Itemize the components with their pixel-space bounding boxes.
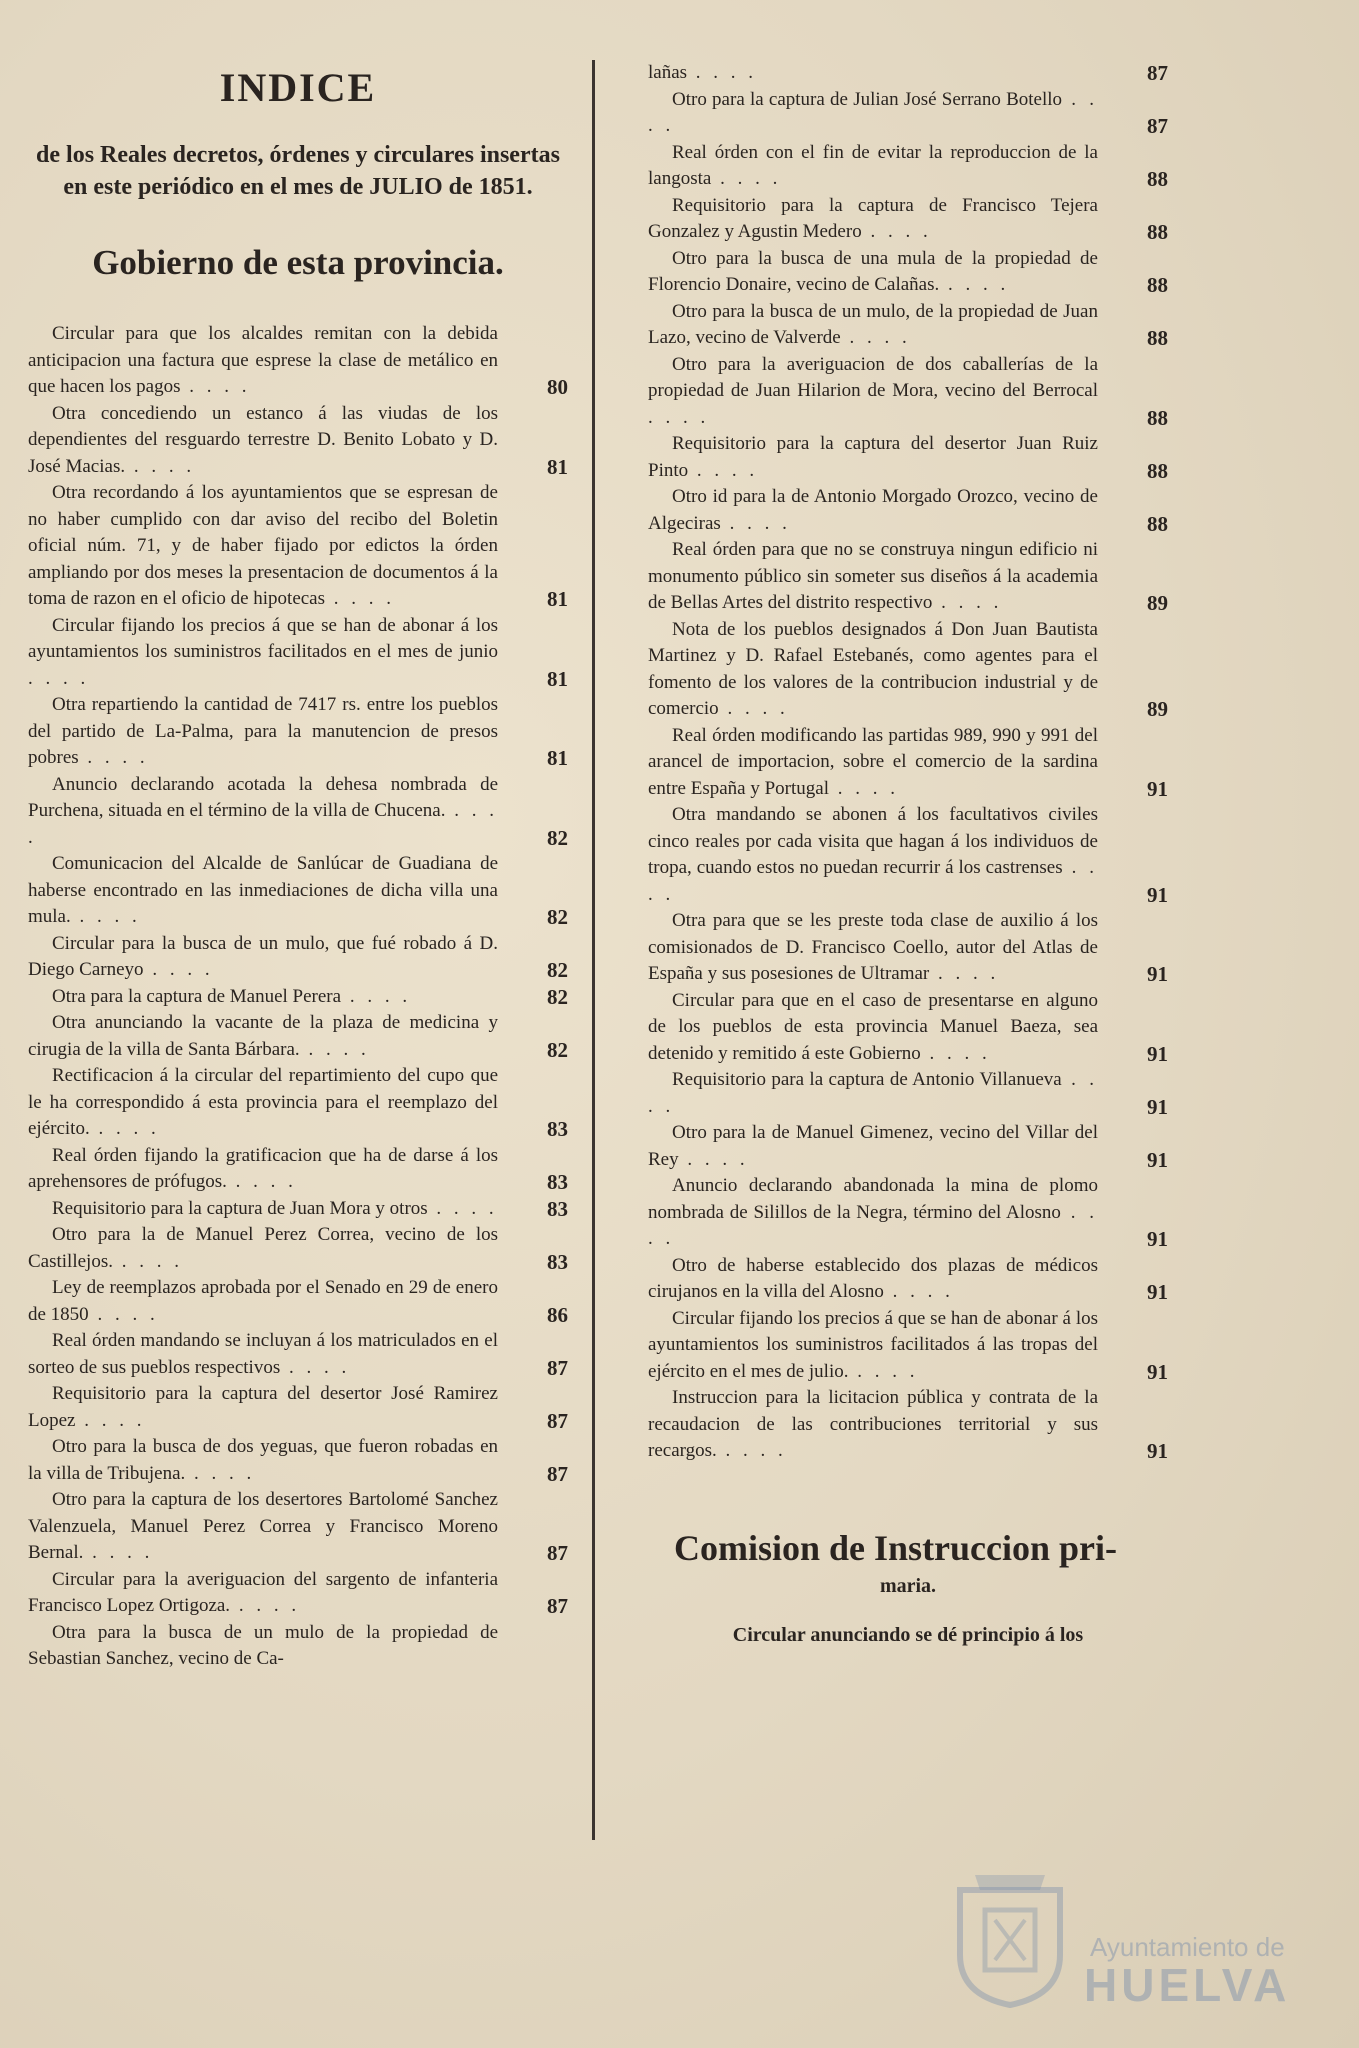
entry-page-number: 82 bbox=[547, 1037, 568, 1062]
leader-dots: . . . . bbox=[848, 1360, 919, 1382]
right-column bbox=[648, 60, 1168, 1647]
leader-dots: . . . . bbox=[720, 512, 791, 534]
index-entry bbox=[28, 1222, 568, 1275]
entry-page-number: 87 bbox=[547, 1461, 568, 1486]
column-divider bbox=[592, 60, 595, 1840]
entry-text: Otra repartiendo la cantidad de 7417 rs. entre los pueblos del partido de La-Palma, para la manutencion de presos pobres bbox=[28, 694, 498, 768]
entry-page-number: 91 bbox=[1147, 882, 1168, 907]
index-entry bbox=[28, 1143, 568, 1196]
entry-page-number: 83 bbox=[547, 1117, 568, 1141]
index-entry bbox=[648, 1385, 1168, 1465]
index-entry bbox=[648, 1173, 1168, 1253]
index-entry bbox=[28, 984, 568, 1011]
section-gobierno-title: Gobierno de esta provincia. bbox=[92, 243, 504, 282]
index-entry bbox=[648, 87, 1168, 140]
entry-page-number: 83 bbox=[547, 1170, 568, 1194]
index-entry bbox=[648, 1253, 1168, 1306]
entry-text: lañas bbox=[648, 62, 688, 83]
index-entry bbox=[648, 352, 1168, 432]
entry-text: Real órden mandando se incluyan á los matriculados en el sorteo de sus pueblos respectivos bbox=[28, 1330, 498, 1378]
index-entry bbox=[28, 1328, 568, 1381]
index-entry bbox=[28, 1487, 568, 1567]
entry-page-number: 88 bbox=[1147, 167, 1168, 191]
leader-dots: . . . . bbox=[230, 1595, 301, 1616]
entry-text: Otro para la de Manuel Perez Correa, vecino de los Castillejos. bbox=[28, 1224, 498, 1272]
leader-dots: . . . . bbox=[648, 1201, 1098, 1249]
entry-page-number: 82 bbox=[547, 984, 568, 1009]
crest-icon bbox=[940, 1860, 1080, 2010]
entry-page-number: 82 bbox=[547, 825, 568, 850]
leader-dots: . . . . bbox=[427, 1197, 498, 1219]
entry-page-number: 91 bbox=[1147, 1041, 1168, 1066]
entry-text: Ley de reemplazos aprobada por el Senado en 29 de enero de 1850 bbox=[28, 1277, 498, 1325]
left-column bbox=[28, 60, 568, 1673]
entry-page-number: 87 bbox=[547, 1541, 568, 1565]
entry-page-number: 88 bbox=[1147, 405, 1168, 430]
index-entry bbox=[648, 140, 1168, 193]
entry-page-number: 87 bbox=[547, 1355, 568, 1380]
leader-dots: . . . . bbox=[78, 747, 149, 768]
entry-page-number: 91 bbox=[1147, 776, 1168, 801]
leader-dots: . . . . bbox=[299, 1038, 370, 1060]
watermark-line2: HUELVA bbox=[1084, 1959, 1291, 2011]
leader-dots: . . . . bbox=[70, 906, 141, 927]
index-entry bbox=[28, 1381, 568, 1434]
leader-dots: . . . . bbox=[883, 1281, 954, 1302]
leader-dots: . . . . bbox=[716, 1440, 787, 1461]
leader-dots: . . . . bbox=[648, 857, 1099, 905]
index-entry bbox=[648, 431, 1168, 484]
leader-dots: . . . . bbox=[861, 221, 932, 242]
entry-page-number: 81 bbox=[547, 587, 568, 611]
entry-page-number: 88 bbox=[1147, 220, 1168, 244]
entry-page-number: 88 bbox=[1147, 511, 1168, 536]
entry-text: Otro para la busca de un mulo, de la propiedad de Juan Lazo, vecino de Valverde bbox=[648, 300, 1098, 348]
leader-dots: . . . . bbox=[687, 62, 758, 83]
entry-page-number: 87 bbox=[1147, 114, 1168, 138]
archive-watermark bbox=[940, 1860, 1300, 2010]
entry-text: Otra concediendo un estanco á las viudas de los dependientes del resguardo terrestre D. Benito Lobato y D. José Macias. bbox=[28, 402, 498, 477]
entry-text: Anuncio declarando acotada la dehesa nombrada de Purchena, situada en el término de la villa de Chucena. bbox=[28, 773, 498, 821]
index-entry bbox=[648, 908, 1168, 988]
index-entry bbox=[648, 1067, 1168, 1120]
entry-text: Otra para la busca de un mulo de la propiedad de Sebastian Sanchez, vecino de Ca- bbox=[28, 1621, 498, 1669]
index-entry bbox=[648, 193, 1168, 246]
entry-text: Otro para la de Manuel Gimenez, vecino del Villar del Rey bbox=[648, 1122, 1098, 1170]
leader-dots: . . . . bbox=[325, 588, 396, 609]
leader-dots: . . . . bbox=[648, 1069, 1099, 1117]
entry-page-number: 89 bbox=[1147, 697, 1168, 721]
entry-text: Otro para la busca de dos yeguas, que fueron robadas en la villa de Tribujena. bbox=[28, 1436, 498, 1484]
index-entry bbox=[28, 1275, 568, 1328]
index-entry bbox=[28, 321, 568, 401]
entry-text: Real órden modificando las partidas 989, 990 y 991 del arancel de importacion, sobre el comercio de la sardina entre España y Portugal bbox=[648, 724, 1098, 799]
entry-page-number: 83 bbox=[547, 1249, 568, 1274]
leader-dots: . . . . bbox=[840, 327, 911, 348]
leader-dots: . . . . bbox=[929, 963, 1000, 984]
entry-text: Requisitorio para la captura del desertor Juan Ruiz Pinto bbox=[648, 433, 1098, 481]
entry-text: Otra para que se les preste toda clase de auxilio á los comisionados de D. Francisco Coello, autor del Atlas de España y sus posesiones de Ultramar bbox=[648, 910, 1098, 984]
entry-text: Requisitorio para la captura de Francisco Tejera Gonzalez y Agustin Medero bbox=[648, 194, 1098, 242]
entry-text: Otra recordando á los ayuntamientos que se espresan de no haber cumplido con dar aviso del recibo del Boletin oficial núm. 71, y de haber fijado por edictos la órden ampliando por dos meses la presentacion de documentos á la toma de razon en el oficio de hipotecas bbox=[28, 482, 498, 609]
index-entry bbox=[648, 537, 1168, 617]
leader-dots: . . . . bbox=[648, 406, 710, 428]
index-entry bbox=[28, 931, 568, 984]
leader-dots: . . . . bbox=[932, 592, 1003, 613]
index-entry bbox=[648, 299, 1168, 352]
index-subtitle: de los Reales decretos, órdenes y circulares insertas en este periódico en el mes de JULIO de 1851. bbox=[36, 142, 560, 200]
entry-text: Circular fijando los precios á que se han de abonar á los ayuntamientos los suministros facilitados en el mes de junio bbox=[28, 614, 498, 662]
entry-text: Real órden con el fin de evitar la reproduccion de la langosta bbox=[648, 141, 1098, 189]
entry-page-number: 91 bbox=[1147, 1280, 1168, 1304]
right-entries-list bbox=[648, 60, 1168, 1465]
index-title: INDICE bbox=[219, 65, 377, 110]
index-entry bbox=[28, 480, 568, 613]
entry-page-number: 81 bbox=[547, 454, 568, 479]
entry-page-number: 91 bbox=[1147, 1359, 1168, 1384]
index-entry bbox=[28, 1434, 568, 1487]
index-entry bbox=[648, 802, 1168, 908]
leader-dots: . . . . bbox=[28, 667, 90, 689]
leader-dots: . . . . bbox=[711, 168, 782, 189]
index-entry bbox=[28, 401, 568, 481]
entry-page-number: 82 bbox=[547, 905, 568, 929]
section-instruccion-subtitle: maria. bbox=[879, 1574, 937, 1597]
entry-text: Circular para la busca de un mulo, que fué robado á D. Diego Carneyo bbox=[28, 932, 498, 980]
entry-page-number: 91 bbox=[1147, 1227, 1168, 1251]
trailing-text: Circular anunciando se dé principio á los bbox=[732, 1623, 1084, 1646]
section-instruccion-title: Comision de Instruccion pri- bbox=[674, 1527, 1118, 1568]
index-entry bbox=[648, 60, 1168, 87]
entry-text: Otro para la captura de los desertores Bartolomé Sanchez Valenzuela, Manuel Perez Correa y Francisco Moreno Bernal. bbox=[28, 1489, 498, 1563]
entry-text: Otra mandando se abonen á los facultativos civiles cinco reales por cada visita que hagan á los individuos de tropa, cuando estos no puedan recurrir á los castrenses bbox=[648, 804, 1098, 878]
entry-text: Requisitorio para la captura del desertor José Ramirez Lopez bbox=[28, 1383, 498, 1431]
entry-page-number: 81 bbox=[547, 666, 568, 691]
leader-dots: . . . . bbox=[920, 1042, 991, 1064]
watermark-line1: Ayuntamiento de bbox=[1090, 1932, 1285, 1962]
entry-page-number: 91 bbox=[1147, 1147, 1168, 1172]
leader-dots: . . . . bbox=[688, 459, 759, 481]
entry-text: Anuncio declarando abandonada la mina de plomo nombrada de Silillos de la Negra, término del Alosno bbox=[648, 1175, 1098, 1223]
leader-dots: . . . . bbox=[185, 1462, 256, 1484]
entry-page-number: 87 bbox=[1147, 61, 1168, 85]
leader-dots: . . . . bbox=[83, 1542, 154, 1563]
entry-page-number: 89 bbox=[1147, 591, 1168, 615]
entry-page-number: 91 bbox=[1147, 1094, 1168, 1119]
entry-text: Circular para la averiguacion del sargento de infanteria Francisco Lopez Ortigoza. bbox=[28, 1568, 498, 1616]
entry-text: Otro para la averiguacion de dos caballerías de la propiedad de Juan Hilarion de Mora, vecino del Berrocal bbox=[648, 353, 1098, 401]
index-entry bbox=[648, 988, 1168, 1068]
index-entry bbox=[648, 1306, 1168, 1386]
entry-text: Otro para la captura de Julian José Serrano Botello bbox=[672, 88, 1063, 110]
entry-text: Instruccion para la licitacion pública y contrata de la recaudacion de las contribuciones territorial y sus recargos. bbox=[648, 1387, 1098, 1461]
index-entry bbox=[28, 1063, 568, 1143]
entry-text: Requisitorio para la captura de Antonio Villanueva bbox=[672, 1069, 1062, 1090]
entry-page-number: 88 bbox=[1147, 458, 1168, 483]
index-entry bbox=[28, 1010, 568, 1063]
index-entry bbox=[28, 851, 568, 931]
leader-dots: . . . . bbox=[88, 1303, 159, 1325]
leader-dots: . . . . bbox=[718, 698, 789, 719]
entry-text: Circular para que en el caso de presentarse en alguno de los pueblos de esta provincia Manuel Baeza, sea detenido y remitido á este Gobierno bbox=[648, 989, 1098, 1064]
entry-page-number: 91 bbox=[1147, 962, 1168, 986]
index-entry bbox=[28, 1196, 568, 1223]
entry-page-number: 80 bbox=[547, 375, 568, 399]
leader-dots: . . . . bbox=[226, 1171, 297, 1192]
index-entry bbox=[648, 617, 1168, 723]
entry-text: Otra para la captura de Manuel Perera bbox=[52, 985, 342, 1007]
entry-text: Requisitorio para la captura de Juan Mora y otros bbox=[52, 1197, 428, 1219]
leader-dots: . . . . bbox=[678, 1148, 749, 1170]
entry-page-number: 88 bbox=[1147, 326, 1168, 350]
leader-dots: . . . . bbox=[939, 274, 1010, 295]
index-entry bbox=[28, 1567, 568, 1620]
entry-page-number: 81 bbox=[547, 746, 568, 770]
leader-dots: . . . . bbox=[648, 88, 1099, 136]
entry-page-number: 91 bbox=[1147, 1439, 1168, 1463]
entry-text: Circular para que los alcaldes remitan con la debida anticipacion una factura que esprese la clase de metálico en que hacen los pagos bbox=[28, 323, 498, 397]
leader-dots: . . . . bbox=[28, 800, 498, 848]
index-entry bbox=[648, 723, 1168, 803]
entry-text: Rectificacion á la circular del repartimiento del cupo que le ha correspondido á esta provincia para el reemplazo del ejército. bbox=[28, 1065, 498, 1139]
index-entry bbox=[648, 246, 1168, 299]
entry-page-number: 86 bbox=[547, 1302, 568, 1327]
index-entry bbox=[28, 613, 568, 693]
left-entries-list bbox=[28, 321, 568, 1673]
index-entry bbox=[648, 1120, 1168, 1173]
leader-dots: . . . . bbox=[75, 1409, 146, 1431]
entry-text: Circular fijando los precios á que se han de abonar á los ayuntamientos los suministros facilitados á las tropas del ejército en el mes de julio. bbox=[648, 1307, 1098, 1382]
entry-text: Comunicacion del Alcalde de Sanlúcar de Guadiana de haberse encontrado en las inmediaciones de dicha villa una mula. bbox=[28, 853, 498, 927]
leader-dots: . . . . bbox=[112, 1250, 183, 1272]
entry-page-number: 87 bbox=[547, 1408, 568, 1433]
leader-dots: . . . . bbox=[125, 455, 196, 477]
leader-dots: . . . . bbox=[828, 777, 899, 799]
leader-dots: . . . . bbox=[143, 959, 214, 980]
entry-text: Otro para la busca de una mula de la propiedad de Florencio Donaire, vecino de Calañas. bbox=[648, 247, 1098, 295]
entry-page-number: 88 bbox=[1147, 273, 1168, 297]
leader-dots: . . . . bbox=[280, 1356, 351, 1378]
entry-text: Otro de haberse establecido dos plazas de médicos cirujanos en la villa del Alosno bbox=[648, 1254, 1098, 1302]
entry-page-number: 87 bbox=[547, 1594, 568, 1618]
index-entry bbox=[28, 1620, 568, 1673]
leader-dots: . . . . bbox=[341, 985, 412, 1007]
entry-page-number: 83 bbox=[547, 1196, 568, 1221]
index-entry bbox=[648, 484, 1168, 537]
entry-text: Nota de los pueblos designados á Don Juan Bautista Martinez y D. Rafael Estebanés, como agentes para el fomento de los valores de la contribucion industrial y de comercio bbox=[648, 618, 1098, 719]
leader-dots: . . . . bbox=[89, 1118, 160, 1139]
index-entry bbox=[28, 692, 568, 772]
entry-page-number: 82 bbox=[547, 958, 568, 982]
entry-text: Otra anunciando la vacante de la plaza de medicina y cirugia de la villa de Santa Bárbara. bbox=[28, 1012, 498, 1060]
leader-dots: . . . . bbox=[180, 376, 251, 397]
entry-text: Otro id para la de Antonio Morgado Orozco, vecino de Algeciras bbox=[648, 486, 1098, 534]
entry-text: Real órden fijando la gratificacion que ha de darse á los aprehensores de prófugos. bbox=[28, 1144, 498, 1192]
entry-text: Real órden para que no se construya ningun edificio ni monumento público sin someter sus diseños á la academia de Bellas Artes del distrito respectivo bbox=[648, 539, 1098, 613]
index-entry bbox=[28, 772, 568, 852]
